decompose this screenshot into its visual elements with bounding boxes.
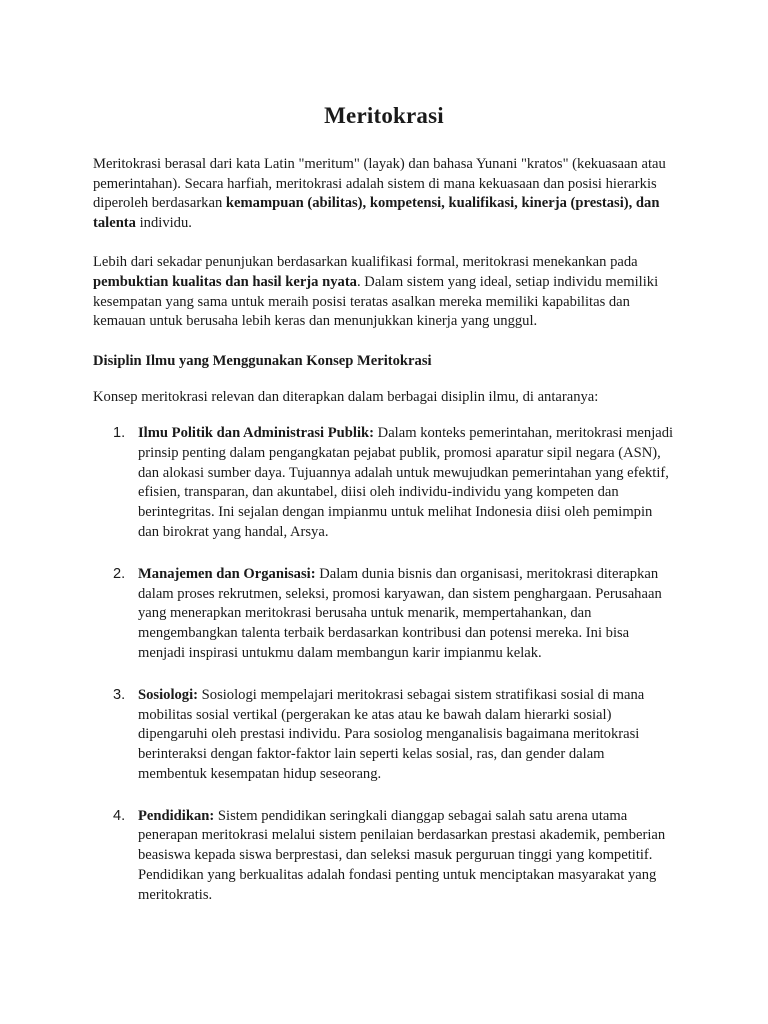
intro-text-start: Meritokrasi berasal dari kata Latin "meritum" (layak) dan bahasa Yunani "kratos" (kekuasaan atau pemerintahan). Secara harfiah, meritokrasi adalah sistem di mana kekuasaan dan posisi hierarkis diperoleh berdasarkan	[93, 156, 666, 212]
intro-text-end: individu.	[135, 214, 192, 231]
list-number: 1.	[113, 424, 126, 441]
document-page	[93, 98, 675, 928]
list-number: 3.	[113, 686, 126, 703]
list-item-label: Sosiologi:	[138, 686, 199, 703]
list-item-label: Ilmu Politik dan Administrasi Publik:	[138, 424, 374, 441]
list-item-label: Pendidikan:	[138, 807, 215, 824]
list-number: 2.	[113, 565, 126, 582]
list-item-text: Dalam konteks pemerintahan, meritokrasi menjadi prinsip penting dalam pengangkatan pejabat publik, promosi aparatur sipil negara (ASN), dan alokasi sumber daya. Tujuannya adalah untuk mewujudkan pemerintahan yang efektif, efisien, transparan, dan akuntabel, diisi oleh individu-individu yang kompeten dan berintegritas. Ini sejalan dengan impianmu untuk melihat Indonesia diisi oleh pemimpin dan birokrat yang handal, Arsya.	[138, 424, 674, 540]
intro-paragraph	[93, 155, 675, 233]
second-text-end: . Dalam sistem yang ideal, setiap individu memiliki kesempatan yang sama untuk meraih posisi teratas asalkan mereka memiliki kapabilitas dan kemauan untuk berusaha lebih keras dan menunjukkan kinerja yang unggul.	[93, 273, 659, 330]
list-intro: Konsep meritokrasi relevan dan diterapkan dalam berbagai disiplin ilmu, di antaranya:	[93, 389, 599, 406]
intro-bold-phrase: kemampuan (abilitas), kompetensi, kualifikasi, kinerja (prestasi), dan talenta	[93, 195, 660, 231]
section-heading: Disiplin Ilmu yang Menggunakan Konsep Meritokrasi	[93, 352, 432, 369]
list-item-text: Sistem pendidikan seringkali dianggap sebagai salah satu arena utama penerapan meritokrasi melalui sistem penilaian berdasarkan prestasi akademik, pemberian beasiswa kepada siswa berprestasi, dan seleksi masuk perguruan tinggi yang kompetitif. Pendidikan yang berkualitas adalah fondasi penting untuk menciptakan masyarakat yang meritokratis.	[138, 807, 666, 903]
discipline-list	[93, 424, 675, 906]
list-item-label: Manajemen dan Organisasi:	[138, 565, 316, 582]
list-item	[93, 565, 675, 664]
list-number: 4.	[113, 807, 126, 824]
list-item	[93, 807, 675, 906]
list-item	[93, 686, 675, 785]
second-text-start: Lebih dari sekadar penunjukan berdasarkan kualifikasi formal, meritokrasi menekankan pada	[93, 254, 638, 271]
list-item-text: Dalam dunia bisnis dan organisasi, meritokrasi diterapkan dalam proses rekrutmen, seleksi, promosi karyawan, dan sistem penghargaan. Perusahaan yang menerapkan meritokrasi berusaha untuk menarik, mempertahankan, dan mengembangkan talenta terbaik berdasarkan kontribusi dan potensi mereka. Ini bisa menjadi inspirasi untukmu dalam membangun karir impianmu kelak.	[138, 565, 662, 661]
list-item-text: Sosiologi mempelajari meritokrasi sebagai sistem stratifikasi sosial di mana mobilitas sosial vertikal (pergerakan ke atas atau ke bawah dalam hierarki sosial) dipengaruhi oleh prestasi individu. Para sosiolog menganalisis bagaimana meritokrasi berinteraksi dengan faktor-faktor lain seperti kelas sosial, ras, dan gender dalam membentuk kesempatan hidup seseorang.	[138, 686, 645, 782]
second-paragraph	[93, 253, 675, 331]
second-bold-phrase: pembuktian kualitas dan hasil kerja nyata	[93, 273, 357, 290]
list-item	[93, 424, 675, 543]
document-title: Meritokrasi	[324, 103, 444, 128]
